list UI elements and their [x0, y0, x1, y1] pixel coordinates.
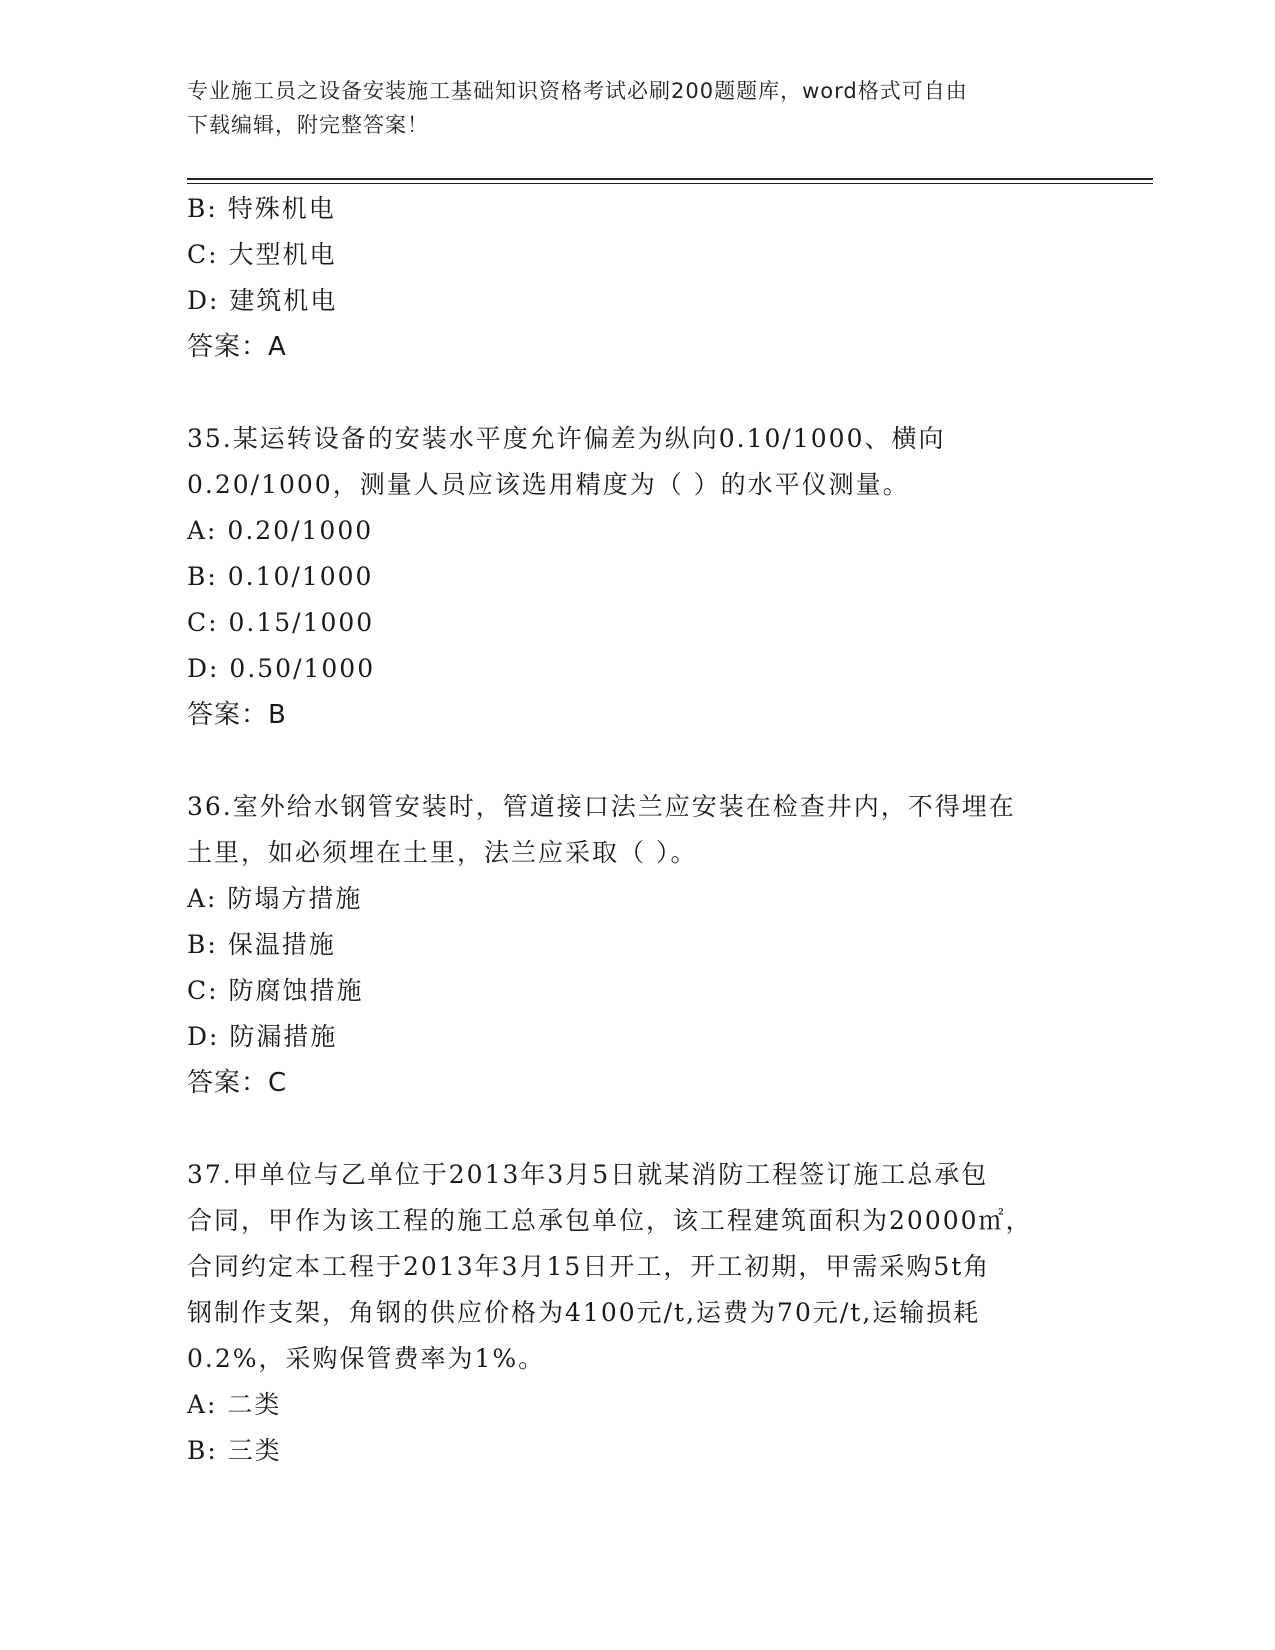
header-line: 专业施工员之设备安装施工基础知识资格考试必刷200题题库，word格式可自由: [187, 79, 968, 103]
question-list: [187, 186, 1087, 1474]
question-stem: 合同约定本工程于2013年3月15日开工，开工初期，甲需采购5t角: [187, 1252, 991, 1281]
question-stem: 合同，甲作为该工程的施工总承包单位，该工程建筑面积为20000㎡，: [187, 1206, 1033, 1235]
header-line: 下载编辑，附完整答案！: [187, 113, 429, 137]
question-stem: 36.室外给水钢管安装时，管道接口法兰应安装在检查井内，不得埋在: [187, 792, 1016, 821]
question-stem: 土里，如必须埋在土里，法兰应采取（ ）。: [187, 838, 698, 867]
answer-line: 答案：A: [187, 332, 287, 362]
question-36: [187, 784, 1087, 1106]
spacer: [187, 1106, 1087, 1152]
question-stem: 0.20/1000，测量人员应该选用精度为（ ）的水平仪测量。: [187, 470, 910, 499]
question-34-tail: [187, 186, 1087, 370]
option-c: C: 防腐蚀措施: [187, 976, 364, 1005]
header-divider: [187, 178, 1153, 180]
option-d: D: 建筑机电: [187, 286, 338, 315]
option-b: B: 0.10/1000: [187, 562, 374, 591]
question-stem: 35.某运转设备的安装水平度允许偏差为纵向0.10/1000、横向: [187, 424, 946, 453]
answer-line: 答案：B: [187, 700, 287, 730]
answer-line: 答案：C: [187, 1068, 288, 1098]
page-header: [187, 74, 1067, 142]
option-c: C: 大型机电: [187, 240, 337, 269]
spacer: [187, 738, 1087, 784]
option-d: D: 防漏措施: [187, 1022, 338, 1051]
question-37: [187, 1152, 1087, 1474]
option-d: D: 0.50/1000: [187, 654, 376, 683]
option-a: A: 二类: [187, 1390, 282, 1419]
option-c: C: 0.15/1000: [187, 608, 375, 637]
question-stem: 0.2%，采购保管费率为1%。: [187, 1344, 546, 1373]
option-b: B: 三类: [187, 1436, 282, 1465]
option-b: B: 特殊机电: [187, 194, 336, 223]
option-b: B: 保温措施: [187, 930, 336, 959]
question-35: [187, 416, 1087, 738]
spacer: [187, 370, 1087, 416]
question-stem: 钢制作支架，角钢的供应价格为4100元/t,运费为70元/t,运输损耗: [187, 1298, 981, 1327]
option-a: A: 防塌方措施: [187, 884, 363, 913]
question-stem: 37.甲单位与乙单位于2013年3月5日就某消防工程签订施工总承包: [187, 1160, 989, 1189]
option-a: A: 0.20/1000: [187, 516, 374, 545]
header-divider-thin: [187, 183, 1153, 184]
